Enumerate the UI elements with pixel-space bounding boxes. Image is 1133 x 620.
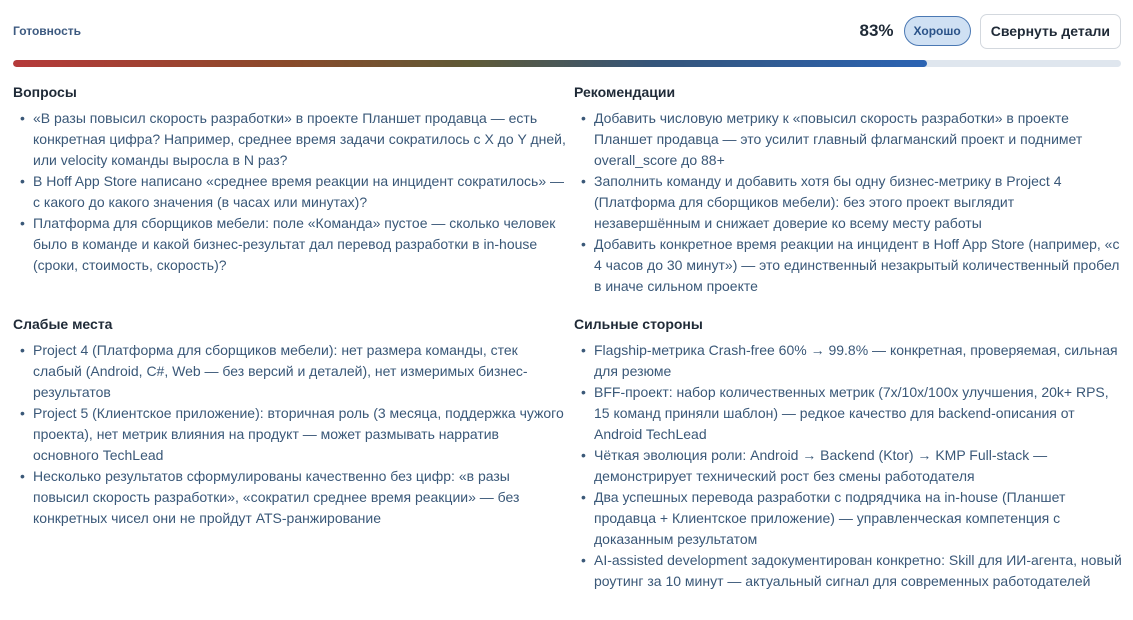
list-item: • Два успешных перевода разработки с подрядчика на in-house (Планшет продавца + Клиентское приложение) — управленческая компетенция с доказанным результатом	[574, 487, 1123, 550]
recommendations-title: Рекомендации	[574, 84, 676, 100]
questions-list	[13, 108, 568, 276]
readiness-percent: 83%	[859, 21, 894, 40]
list-item: • Несколько результатов сформулированы качественно без цифр: «в разы повысил скорость разработки», «сократил среднее время реакции» — без конкретных чисел они не пройдут ATS-ранжирование	[13, 466, 568, 529]
list-item: • Заполнить команду и добавить хотя бы одну бизнес-метрику в Project 4 (Платформа для сборщиков мебели): без этого проект выглядит незавершённым и снижает доверие ко всему месту работы	[574, 171, 1123, 234]
recommendations-list	[574, 108, 1123, 297]
strengths-section	[574, 315, 1123, 592]
list-item: • Чёткая эволюция роли: Android → Backend (Ktor) → KMP Full-stack — демонстрирует технический рост без смены работодателя	[574, 445, 1123, 487]
list-item: • Project 5 (Клиентское приложение): вторичная роль (3 месяца, поддержка чужого проекта), нет метрик влияния на продукт — может размывать нарратив основного TechLead	[13, 403, 568, 466]
list-item: • Добавить числовую метрику к «повысил скорость разработки» в проекте Планшет продавца — это усилит главный флагманский проект и поднимет overall_score до 88+	[574, 108, 1123, 171]
weaknesses-section	[13, 315, 568, 529]
list-item: • Project 4 (Платформа для сборщиков мебели): нет размера команды, стек слабый (Android, C#, Web — без версий и деталей), нет измеримых бизнес-результатов	[13, 340, 568, 403]
questions-title: Вопросы	[13, 84, 77, 100]
list-item: • Добавить конкретное время реакции на инцидент в Hoff App Store (например, «с 4 часов до 30 минут») — это единственный незакрытый количественный пробел в иначе сильном проекте	[574, 234, 1123, 297]
questions-section	[13, 83, 568, 276]
strengths-list	[574, 340, 1123, 592]
header-actions	[860, 14, 1121, 49]
readiness-progress-bar	[13, 60, 1121, 67]
weaknesses-title: Слабые места	[13, 316, 113, 332]
list-item: • «В разы повысил скорость разработки» в проекте Планшет продавца — есть конкретная цифра? Например, среднее время задачи сократилось с X до Y дней, или velocity команды выросла в N раз?	[13, 108, 568, 171]
recommendations-section	[574, 83, 1123, 297]
list-item: • AI-assisted development задокументирован конкретно: Skill для ИИ-агента, новый роутинг за 10 минут — актуальный сигнал для современных работодателей	[574, 550, 1123, 592]
list-item: • В Hoff App Store написано «среднее время реакции на инцидент сократилось» — с какого до какого значения (в часах или минутах)?	[13, 171, 568, 213]
collapse-details-button[interactable]: Свернуть детали	[980, 14, 1121, 49]
status-badge: Хорошо	[904, 16, 971, 46]
strengths-title: Сильные стороны	[574, 316, 703, 332]
readiness-label: Готовность	[13, 24, 82, 38]
list-item: • Платформа для сборщиков мебели: поле «Команда» пустое — сколько человек было в команде и какой бизнес-результат дал перевод разработки в in-house (сроки, стоимость, скорость)?	[13, 213, 568, 276]
readiness-header	[13, 13, 1121, 49]
list-item: • BFF-проект: набор количественных метрик (7x/10x/100x улучшения, 20k+ RPS, 15 команд приняли шаблон) — редкое качество для backend-описания от Android TechLead	[574, 382, 1123, 445]
list-item: • Flagship-метрика Crash-free 60% → 99.8% — конкретная, проверяемая, сильная для резюме	[574, 340, 1123, 382]
weaknesses-list	[13, 340, 568, 529]
readiness-progress-fill	[13, 60, 927, 67]
